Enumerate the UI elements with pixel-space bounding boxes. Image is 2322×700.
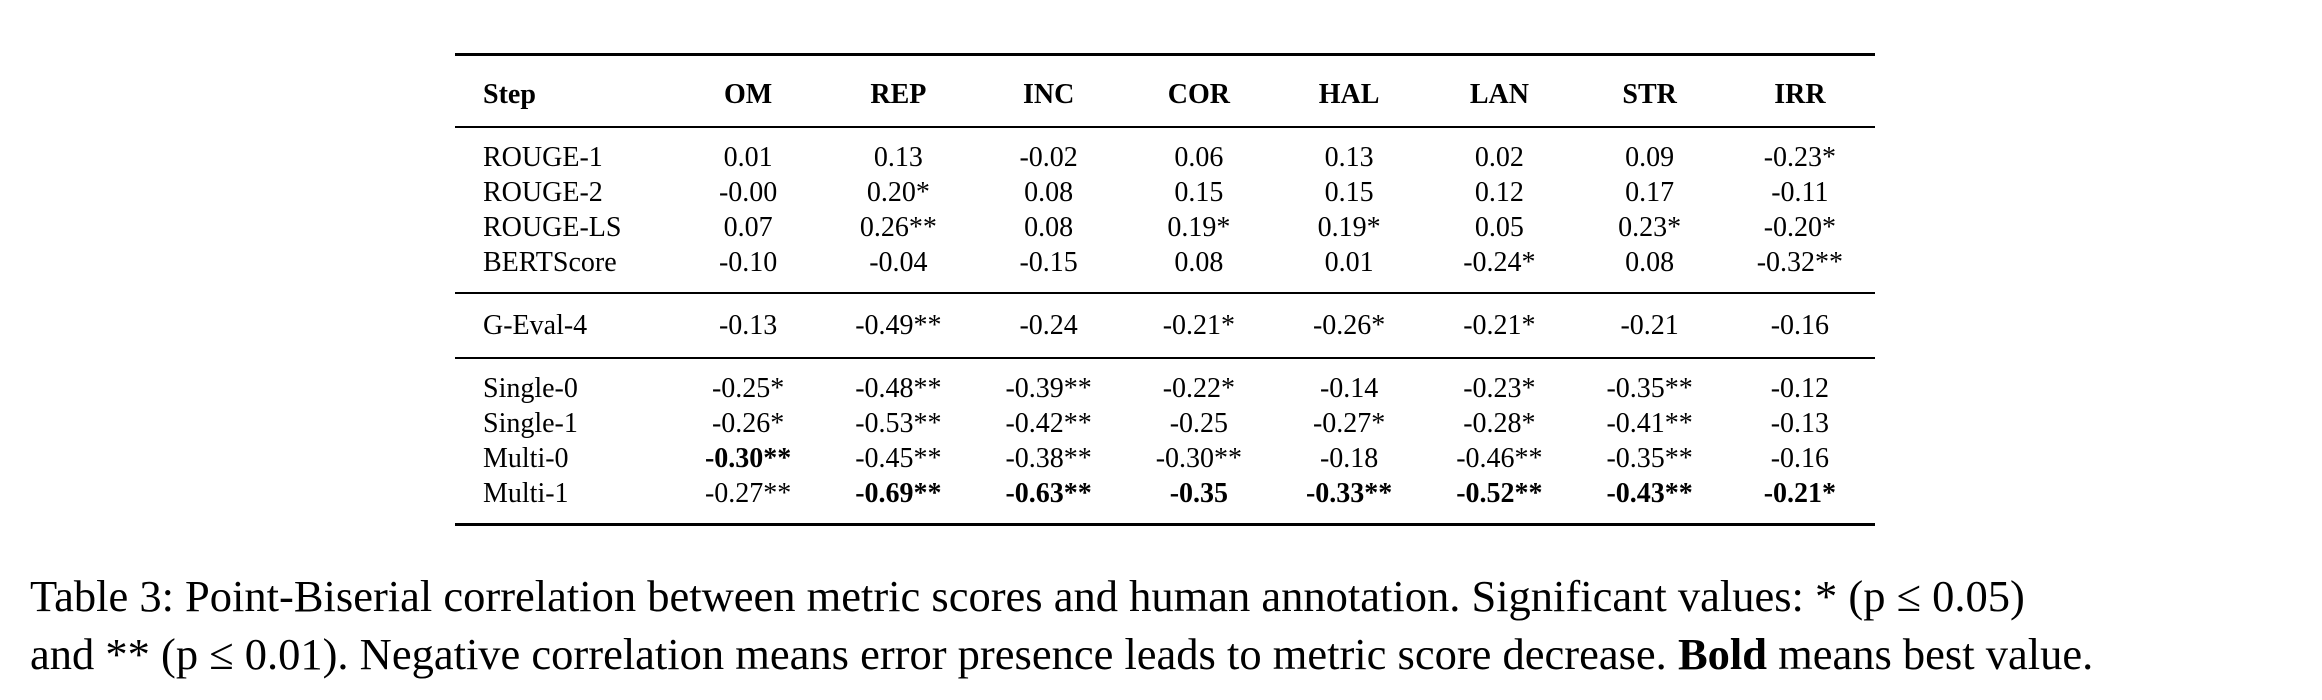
row-label: Multi-0	[483, 443, 569, 474]
table-cell: 0.12	[1474, 177, 1524, 208]
correlation-table	[455, 53, 1875, 526]
table-row	[455, 127, 1875, 175]
table-cell: 0.08	[1124, 245, 1274, 293]
table-cell: -0.24*	[1424, 245, 1574, 293]
table-cell: -0.35**	[1606, 373, 1693, 404]
table-cell: -0.41**	[1606, 408, 1693, 439]
table-cell: -0.18	[1319, 443, 1379, 474]
table-row	[455, 441, 1875, 476]
column-header-str: STR	[1575, 55, 1725, 128]
table-cell: -0.38**	[1005, 443, 1092, 474]
table-cell: -0.35	[1124, 476, 1274, 525]
table-cell: -0.69**	[823, 476, 973, 525]
table-header-row	[455, 55, 1875, 128]
table-cell: -0.28*	[1463, 408, 1536, 439]
table-cell: -0.21*	[1725, 476, 1875, 525]
table-cell: -0.04	[823, 245, 973, 293]
table-cell: -0.15	[974, 245, 1124, 293]
table-cell: -0.25	[1169, 408, 1229, 439]
table-cell: -0.25*	[711, 373, 785, 404]
table-cell: 0.07	[723, 212, 773, 243]
table-cell: 0.01	[1274, 245, 1424, 293]
table-row	[455, 476, 1875, 525]
row-label: Single-1	[483, 408, 578, 439]
table-cell: 0.17	[1625, 177, 1675, 208]
table-body	[455, 127, 1875, 525]
table-cell: -0.11	[1771, 177, 1829, 208]
table-cell: -0.21*	[1124, 293, 1274, 358]
table-cell: -0.39**	[1005, 373, 1092, 404]
table-cell: -0.30**	[1155, 443, 1243, 474]
table-cell: -0.42**	[1005, 408, 1092, 439]
table-cell: -0.46**	[1456, 443, 1543, 474]
table-cell: -0.32**	[1725, 245, 1875, 293]
table-cell: -0.21*	[1424, 293, 1574, 358]
table-cell: 0.02	[1474, 142, 1524, 173]
table-cell: -0.14	[1319, 373, 1379, 404]
table-cell: 0.19*	[1167, 212, 1231, 243]
table-cell: 0.23*	[1618, 212, 1682, 243]
table-row	[455, 245, 1875, 293]
table-cell: -0.16	[1770, 443, 1830, 474]
row-label: ROUGE-LS	[483, 212, 622, 243]
column-header-hal: HAL	[1274, 55, 1424, 128]
table-cell: -0.26*	[1274, 293, 1424, 358]
caption-line-2-start: and ** (p ≤ 0.01). Negative correlation means error presence leads to metric score decrease.	[30, 629, 1678, 679]
table-cell: 0.08	[1575, 245, 1725, 293]
column-header-cor: COR	[1124, 55, 1274, 128]
table-cell: -0.10	[673, 245, 823, 293]
table-cell: -0.13	[1770, 408, 1830, 439]
table-cell: 0.09	[1625, 142, 1675, 173]
table-row	[455, 358, 1875, 406]
table-cell: 0.15	[1174, 177, 1224, 208]
table-row	[455, 210, 1875, 245]
table-cell: -0.30**	[704, 443, 792, 474]
column-header-rep: REP	[823, 55, 973, 128]
correlation-table-container	[455, 53, 1875, 526]
row-label: ROUGE-2	[483, 177, 603, 208]
table-cell: -0.63**	[974, 476, 1124, 525]
table-cell: -0.45**	[855, 443, 942, 474]
table-cell: 0.26**	[859, 212, 937, 243]
table-cell: -0.33**	[1274, 476, 1424, 525]
row-label: BERTScore	[455, 245, 673, 293]
row-label: Multi-1	[455, 476, 673, 525]
table-cell: -0.26*	[711, 408, 785, 439]
row-label: Single-0	[483, 373, 578, 404]
caption-line-2-end: means best value.	[1766, 629, 2094, 679]
table-cell: -0.27**	[673, 476, 823, 525]
table-caption	[30, 567, 2300, 683]
table-cell: 0.01	[723, 142, 773, 173]
table-cell: -0.22*	[1162, 373, 1236, 404]
table-cell: -0.00	[718, 177, 778, 208]
table-cell: -0.24	[974, 293, 1124, 358]
table-cell: 0.08	[1024, 212, 1074, 243]
table-cell: -0.23*	[1763, 142, 1837, 173]
table-cell: -0.48**	[855, 373, 942, 404]
table-row	[455, 406, 1875, 441]
table-row	[455, 175, 1875, 210]
column-header-lan: LAN	[1424, 55, 1574, 128]
column-header-step: Step	[455, 55, 673, 128]
table-cell: 0.06	[1174, 142, 1224, 173]
table-cell: 0.05	[1474, 212, 1524, 243]
table-cell: -0.13	[673, 293, 823, 358]
column-header-irr: IRR	[1725, 55, 1875, 128]
table-cell: -0.52**	[1424, 476, 1574, 525]
table-cell: -0.21	[1575, 293, 1725, 358]
row-label: G-Eval-4	[455, 293, 673, 358]
table-cell: 0.15	[1324, 177, 1374, 208]
table-cell: 0.19*	[1317, 212, 1381, 243]
table-cell: 0.08	[1024, 177, 1074, 208]
table-row	[455, 293, 1875, 358]
table-cell: -0.53**	[855, 408, 942, 439]
table-cell: -0.16	[1725, 293, 1875, 358]
table-cell: -0.35**	[1606, 443, 1693, 474]
table-cell: -0.49**	[823, 293, 973, 358]
table-cell: -0.12	[1770, 373, 1830, 404]
table-cell: -0.23*	[1463, 373, 1536, 404]
column-header-om: OM	[673, 55, 823, 128]
caption-bold-word: Bold	[1677, 629, 1767, 679]
table-cell: 0.20*	[866, 177, 930, 208]
table-cell: -0.43**	[1575, 476, 1725, 525]
row-label: ROUGE-1	[483, 142, 603, 173]
table-cell: -0.20*	[1763, 212, 1837, 243]
table-cell: 0.13	[1324, 142, 1374, 173]
table-cell: 0.13	[873, 142, 923, 173]
table-cell: -0.27*	[1312, 408, 1386, 439]
column-header-inc: INC	[974, 55, 1124, 128]
caption-line-1: Table 3: Point-Biserial correlation between metric scores and human annotation. Significant values: * (p ≤ 0.05)	[30, 571, 2025, 621]
table-cell: -0.02	[1019, 142, 1078, 173]
